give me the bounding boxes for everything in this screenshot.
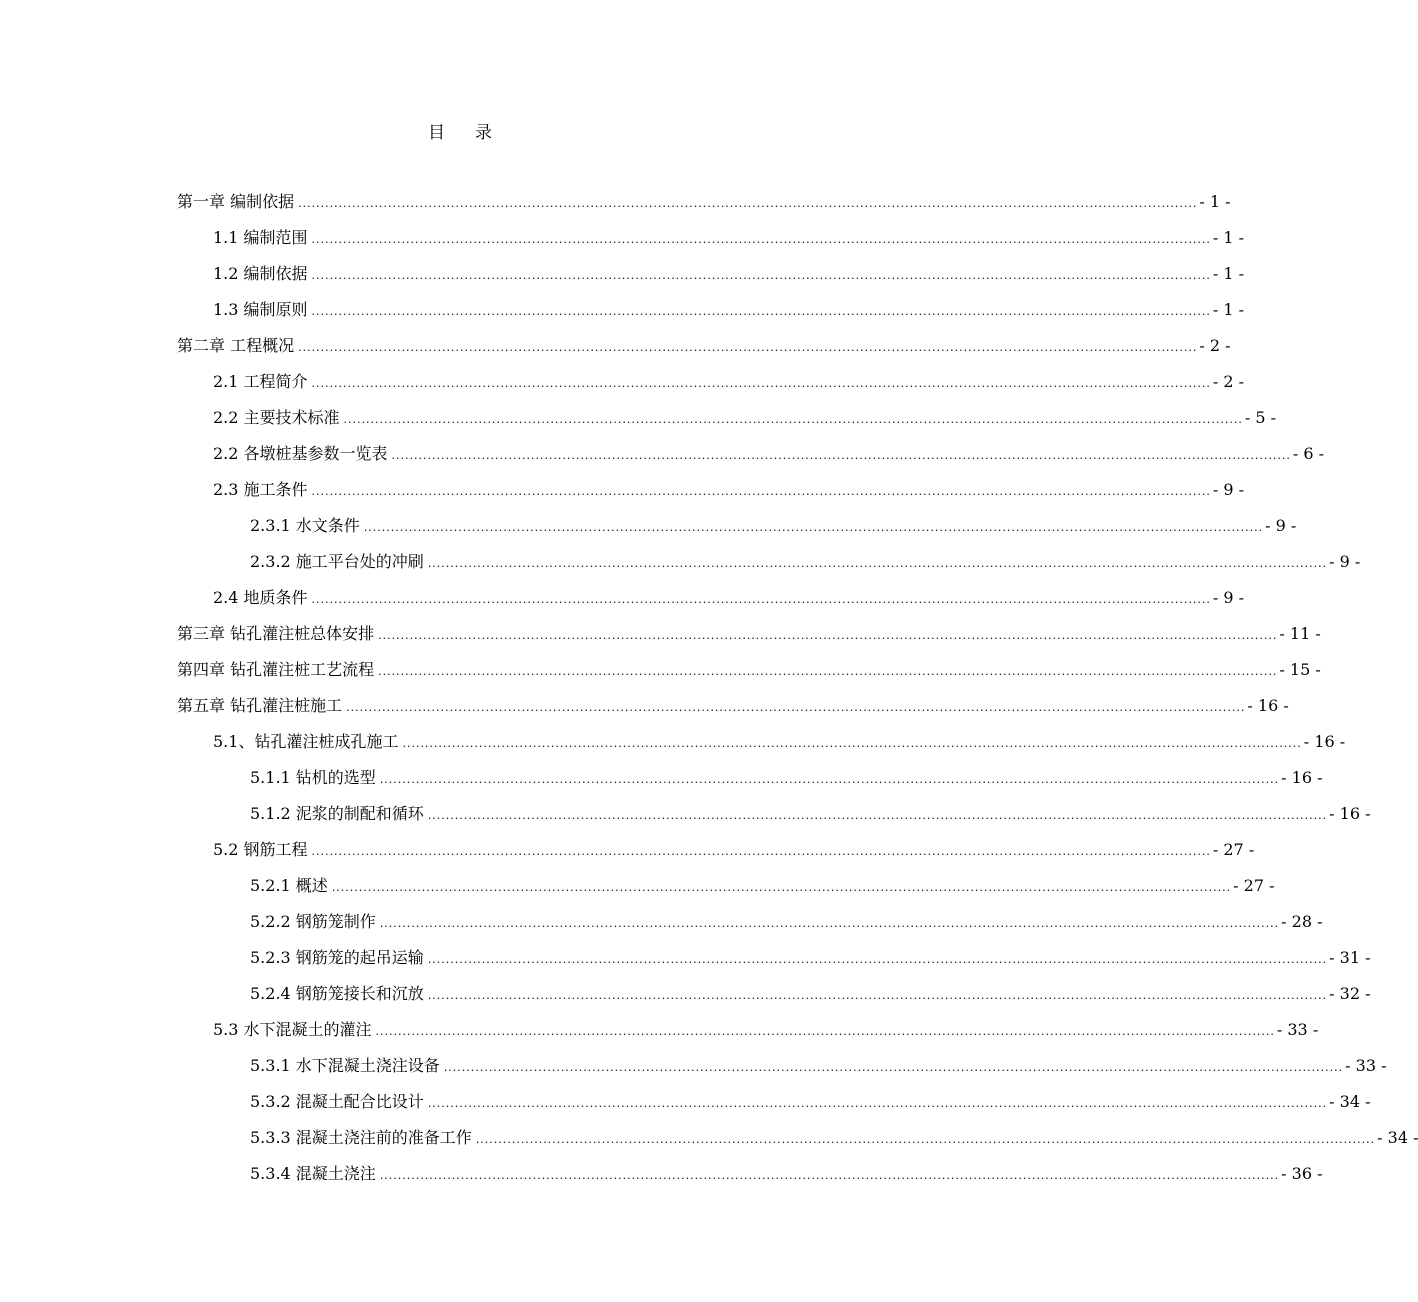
toc-entry-text: 5.2.2 钢筋笼制作 [250,912,376,931]
toc-entry-text: 5.3.4 混凝土浇注 [250,1164,376,1183]
toc-entry-text: 5.1.1 钻机的选型 [250,768,376,787]
toc-leader: ........................................................................................................................................................................................................ [363,521,1264,534]
toc-entry[interactable] [250,550,1361,574]
toc-entry[interactable] [177,622,1321,646]
toc-entry-text: 5.2 钢筋工程 [213,840,308,859]
toc-entry-page: - 1 - [1212,264,1245,283]
toc-entry-page: - 9 - [1212,480,1245,499]
toc-entry-page: - 9 - [1329,552,1361,571]
toc-entry[interactable] [177,694,1289,718]
toc-entry-page: - 2 - [1199,336,1231,355]
toc-leader: ........................................................................................................................................................................................................ [298,341,1198,354]
toc-entry[interactable] [177,658,1321,682]
toc-entry[interactable] [250,946,1371,970]
toc-entry[interactable] [250,982,1371,1006]
toc-entry-page: - 16 - [1303,732,1346,751]
toc-entry-page: - 16 - [1329,804,1371,823]
toc-leader: ........................................................................................................................................................................................................ [427,989,1328,1002]
toc-entry-text: 5.3 水下混凝土的灌注 [213,1020,372,1039]
toc-leader: ........................................................................................................................................................................................................ [311,233,1211,246]
toc-leader: ........................................................................................................................................................................................................ [402,737,1302,750]
toc-leader: ........................................................................................................................................................................................................ [379,1169,1280,1182]
toc-leader: ........................................................................................................................................................................................................ [391,449,1291,462]
toc-entry-text: 5.3.3 混凝土浇注前的准备工作 [250,1128,472,1147]
toc-entry-text: 2.1 工程简介 [213,372,308,391]
toc-entry-page: - 16 - [1281,768,1323,787]
toc-entry-page: - 34 - [1377,1128,1418,1147]
toc-entry[interactable] [250,514,1297,538]
toc-entry[interactable] [250,910,1323,934]
toc-entry-text: 2.3.2 施工平台处的冲刷 [250,552,424,571]
toc-entry[interactable] [177,334,1231,358]
toc-leader: ........................................................................................................................................................................................................ [427,1097,1328,1110]
toc-entry-page: - 31 - [1329,948,1371,967]
toc-entry-page: - 1 - [1199,192,1231,211]
toc-entry-text: 第四章 钻孔灌注桩工艺流程 [177,660,375,679]
toc-title [0,118,920,143]
toc-leader: ........................................................................................................................................................................................................ [475,1133,1376,1146]
toc-entry-page: - 27 - [1233,876,1275,895]
toc-entry[interactable] [177,190,1231,214]
toc-entry[interactable] [250,1054,1387,1078]
toc-entry-page: - 27 - [1212,840,1255,859]
toc-entry-text: 2.2 各墩桩基参数一览表 [213,444,388,463]
toc-entry-page: - 11 - [1279,624,1321,643]
toc-entry-page: - 34 - [1329,1092,1371,1111]
toc-entry-text: 5.1、钻孔灌注桩成孔施工 [213,732,399,751]
toc-entry[interactable] [250,766,1323,790]
toc-title-part2: 录 [475,123,492,143]
toc-leader: ........................................................................................................................................................................................................ [427,953,1328,966]
toc-entry[interactable] [213,298,1245,322]
toc-entry[interactable] [213,478,1245,502]
toc-entry[interactable] [213,226,1245,250]
toc-entry-text: 5.2.1 概述 [250,876,328,895]
toc-entry-page: - 1 - [1212,300,1245,319]
toc-leader: ........................................................................................................................................................................................................ [427,809,1328,822]
toc-entry-page: - 5 - [1244,408,1277,427]
toc-leader: ........................................................................................................................................................................................................ [343,413,1243,426]
toc-entry-text: 第五章 钻孔灌注桩施工 [177,696,343,715]
toc-leader: ........................................................................................................................................................................................................ [311,593,1211,606]
toc-entry-page: - 28 - [1281,912,1323,931]
toc-entry[interactable] [213,442,1325,466]
toc-entry-text: 第一章 编制依据 [177,192,295,211]
toc-entry[interactable] [213,586,1245,610]
toc-entry-text: 5.2.3 钢筋笼的起吊运输 [250,948,424,967]
toc-entry-text: 2.3 施工条件 [213,480,308,499]
toc-leader: ........................................................................................................................................................................................................ [311,377,1211,390]
toc-entry-text: 1.3 编制原则 [213,300,308,319]
toc-leader: ........................................................................................................................................................................................................ [379,773,1280,786]
toc-entry-text: 第三章 钻孔灌注桩总体安排 [177,624,375,643]
toc-entry-page: - 32 - [1329,984,1371,1003]
toc-leader: ........................................................................................................................................................................................................ [378,665,1278,678]
toc-leader: ........................................................................................................................................................................................................ [298,197,1198,210]
toc-entry-page: - 36 - [1281,1164,1323,1183]
toc-entry[interactable] [250,1126,1418,1150]
toc-entry-page: - 9 - [1265,516,1297,535]
toc-entry-page: - 16 - [1247,696,1289,715]
toc-leader: ........................................................................................................................................................................................................ [311,845,1211,858]
toc-entry-text: 第二章 工程概况 [177,336,295,355]
toc-entry-text: 5.3.2 混凝土配合比设计 [250,1092,424,1111]
toc-entry-page: - 6 - [1292,444,1325,463]
toc-entry-text: 2.2 主要技术标准 [213,408,340,427]
toc-entry-text: 2.3.1 水文条件 [250,516,360,535]
toc-title-part1: 目 [428,123,445,143]
toc-entry-text: 2.4 地质条件 [213,588,308,607]
toc-leader: ........................................................................................................................................................................................................ [331,881,1232,894]
toc-leader: ........................................................................................................................................................................................................ [375,1025,1275,1038]
toc-leader: ........................................................................................................................................................................................................ [311,269,1211,282]
toc-entry-page: - 33 - [1276,1020,1319,1039]
toc-entry[interactable] [213,262,1245,286]
toc-entry-text: 5.2.4 钢筋笼接长和沉放 [250,984,424,1003]
toc-entry[interactable] [213,730,1346,754]
toc-leader: ........................................................................................................................................................................................................ [379,917,1280,930]
toc-entry-text: 5.1.2 泥浆的制配和循环 [250,804,424,823]
toc-entry-text: 5.3.1 水下混凝土浇注设备 [250,1056,440,1075]
toc-entry[interactable] [213,370,1245,394]
toc-entry-page: - 2 - [1212,372,1245,391]
toc-leader: ........................................................................................................................................................................................................ [311,305,1211,318]
toc-entry-page: - 1 - [1212,228,1245,247]
toc-entry[interactable] [250,874,1275,898]
toc-entry[interactable] [250,1162,1323,1186]
toc-entry-page: - 15 - [1279,660,1321,679]
toc-leader: ........................................................................................................................................................................................................ [378,629,1278,642]
toc-leader: ........................................................................................................................................................................................................ [346,701,1246,714]
toc-entry[interactable] [250,1090,1371,1114]
toc-entry[interactable] [213,1018,1319,1042]
toc-leader: ........................................................................................................................................................................................................ [443,1061,1344,1074]
toc-entry[interactable] [213,406,1277,430]
toc-entry-text: 1.1 编制范围 [213,228,308,247]
toc-leader: ........................................................................................................................................................................................................ [427,557,1328,570]
toc-entry-text: 1.2 编制依据 [213,264,308,283]
toc-leader: ........................................................................................................................................................................................................ [311,485,1211,498]
toc-entry-page: - 9 - [1212,588,1245,607]
toc-entry[interactable] [213,838,1255,862]
toc-entry[interactable] [250,802,1371,826]
toc-entry-page: - 33 - [1345,1056,1387,1075]
